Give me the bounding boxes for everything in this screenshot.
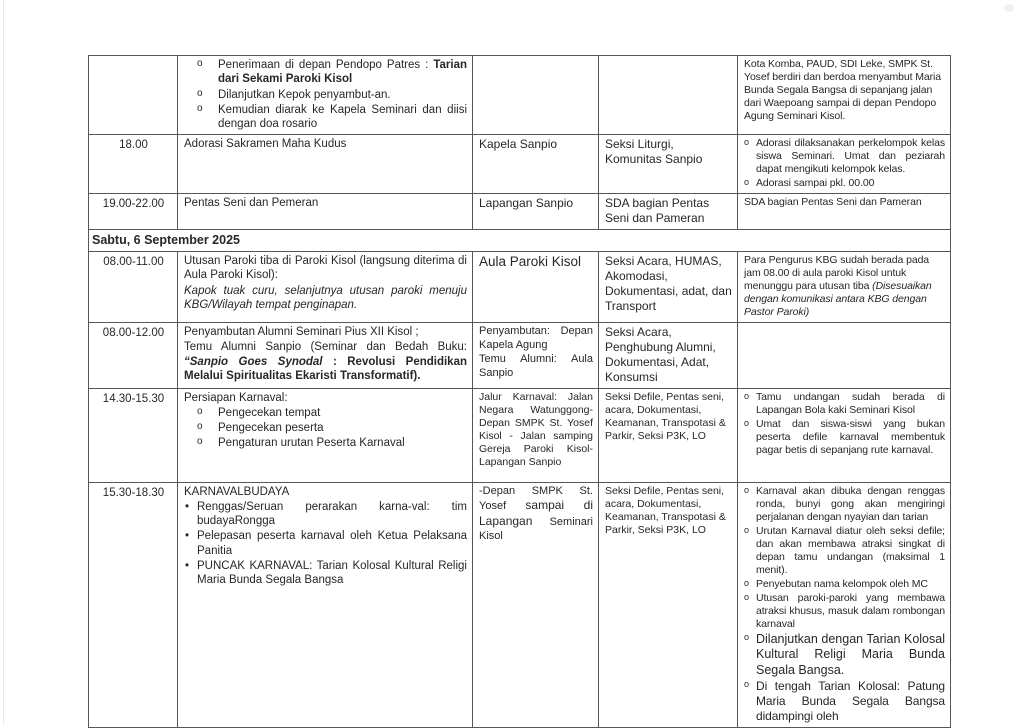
bulleted-line: o Utusan paroki-paroki yang membawa atraksi khusus, masuk dalam rombongan karnaval bbox=[744, 591, 945, 630]
table-row bbox=[89, 135, 951, 194]
text-line: -Depan SMPK St. Yosef sampai di Lapangan Seminari Kisol bbox=[479, 484, 593, 542]
text-line: Lapangan Sanpio bbox=[479, 196, 574, 211]
schedule-table bbox=[88, 55, 951, 728]
cell-activity bbox=[178, 135, 473, 194]
table-row bbox=[89, 323, 951, 389]
bulleted-line: o Adorasi dilaksanakan perkelompok kelas siswa Seminari. Umat dan peziarah dapat mengikuti kelompok kelas. bbox=[744, 137, 945, 176]
bulleted-line: o Pengaturan urutan Peserta Karnaval bbox=[197, 436, 405, 450]
scan-smudge-artifact bbox=[1004, 4, 1014, 12]
cell-activity bbox=[178, 56, 473, 135]
text-line: Temu Alumni: Aula Sanpio bbox=[479, 353, 593, 380]
circle-bullet-icon: o bbox=[744, 591, 749, 602]
cell-time: 19.00-22.00 bbox=[89, 194, 178, 230]
circle-bullet-icon: o bbox=[744, 631, 750, 642]
cell-notes bbox=[738, 482, 951, 727]
cell-notes bbox=[738, 56, 951, 135]
text-line: Penyambutan: Depan Kapela Agung bbox=[479, 325, 593, 351]
cell-location bbox=[473, 135, 599, 194]
scan-edge-artifact bbox=[3, 0, 4, 725]
cell-activity bbox=[178, 323, 473, 389]
cell-notes bbox=[738, 323, 951, 389]
table-row bbox=[89, 388, 951, 482]
bulleted-line: o Karnaval akan dibuka dengan renggas ronda, bunyi gong akan mengiringi perjalanan dengan nyayian dan tarian bbox=[744, 484, 945, 523]
text-line: Seksi Acara, HUMAS, Akomodasi, Dokumentasi, adat, dan Transport bbox=[605, 254, 732, 313]
cell-activity bbox=[178, 194, 473, 230]
cell-seksi bbox=[599, 194, 738, 230]
bulleted-line: • Pelepasan peserta karnaval oleh Ketua Pelaksana Panitia bbox=[185, 530, 467, 557]
cell-location bbox=[473, 56, 599, 135]
circle-bullet-icon: o bbox=[744, 177, 749, 188]
cell-seksi bbox=[599, 56, 738, 135]
circle-bullet-icon: o bbox=[197, 58, 203, 69]
date-header-row bbox=[89, 230, 951, 252]
cell-seksi bbox=[599, 252, 738, 323]
cell-seksi bbox=[599, 323, 738, 389]
scanned-schedule-page bbox=[88, 55, 950, 728]
dot-bullet-icon: • bbox=[185, 500, 190, 513]
circle-bullet-icon: o bbox=[744, 417, 749, 428]
dot-bullet-icon: • bbox=[185, 530, 190, 543]
text-line: Persiapan Karnaval: bbox=[184, 391, 288, 404]
text-line: SDA bagian Pentas Seni dan Pameran bbox=[744, 196, 922, 209]
bulleted-line: • Renggas/Seruan perarakan karna-val: tim budayaRongga bbox=[185, 500, 467, 528]
circle-bullet-icon: o bbox=[744, 484, 749, 495]
circle-bullet-icon: o bbox=[744, 390, 749, 401]
cell-notes bbox=[738, 194, 951, 230]
date-header: Sabtu, 6 September 2025 bbox=[89, 230, 951, 252]
cell-location bbox=[473, 482, 599, 727]
bulleted-line: o Penyebutan nama kelompok oleh MC bbox=[744, 577, 928, 590]
circle-bullet-icon: o bbox=[744, 524, 749, 535]
table-row bbox=[89, 252, 951, 323]
cell-time: 08.00-12.00 bbox=[89, 323, 178, 389]
bulleted-line: o Pengecekan peserta bbox=[197, 421, 324, 435]
cell-seksi bbox=[599, 135, 738, 194]
bulleted-line: o Kemudian diarak ke Kapela Seminari dan diisi dengan doa rosario bbox=[197, 102, 467, 130]
bulleted-line: o Pengecekan tempat bbox=[197, 405, 321, 419]
bulleted-line: o Urutan Karnaval diatur oleh seksi defile; dan akan membawa atraksi singkat di depan tamu undangan (maksimal 1 menit). bbox=[744, 524, 945, 576]
cell-time: 14.30-15.30 bbox=[89, 388, 178, 482]
bulleted-line: o Di tengah Tarian Kolosal: Patung Maria Bunda Segala Bangsa didampingi oleh bbox=[744, 679, 945, 724]
circle-bullet-icon: o bbox=[197, 102, 203, 114]
text-line: Adorasi Sakramen Maha Kudus bbox=[184, 138, 347, 151]
cell-location bbox=[473, 388, 599, 482]
circle-bullet-icon: o bbox=[744, 137, 749, 148]
circle-bullet-icon: o bbox=[197, 87, 203, 99]
cell-notes bbox=[738, 135, 951, 194]
bulleted-line: o Penerimaan di depan Pendopo Patres : Tarian dari Sekami Paroki Kisol bbox=[197, 58, 467, 86]
cell-location bbox=[473, 194, 599, 230]
cell-seksi bbox=[599, 388, 738, 482]
bulleted-line: o Umat dan siswa-siswi yang bukan peserta defile karnaval membentuk pagar betis di sepanjang rute karnaval. bbox=[744, 417, 945, 456]
text-line: Pentas Seni dan Pemeran bbox=[184, 197, 319, 210]
text-line: Utusan Paroki tiba di Paroki Kisol (langsung diterima di Aula Paroki Kisol): bbox=[184, 255, 467, 282]
cell-activity bbox=[178, 252, 473, 323]
text-line: Kapok tuak curu, selanjutnya utusan paroki menuju KBG/Wilayah tempat penginapan. bbox=[184, 284, 467, 311]
text-line: Jalur Karnaval: Jalan Negara Watunggong-Depan SMPK St. Yosef Kisol - Jalan samping Gereja Paroki Kisol- Lapangan Sanpio bbox=[479, 390, 593, 468]
cell-notes bbox=[738, 252, 951, 323]
table-row bbox=[89, 194, 951, 230]
text-line: Seksi Liturgi, Komunitas Sanpio bbox=[605, 137, 703, 167]
bulleted-line: o Tamu undangan sudah berada di Lapangan Bola kaki Seminari Kisol bbox=[744, 390, 945, 416]
text-line: Seksi Defile, Pentas seni, acara, Dokumentasi, Keamanan, Transpotasi & Parkir, Seksi P3K, LO bbox=[605, 390, 726, 442]
text-line: Kapela Sanpio bbox=[479, 137, 558, 152]
bulleted-line: o Dilanjutkan dengan Tarian Kolosal Kultural Religi Maria Bunda Segala Bangsa. bbox=[744, 631, 945, 677]
text-line: KARNAVALBUDAYA bbox=[184, 485, 290, 498]
circle-bullet-icon: o bbox=[197, 405, 203, 417]
cell-time: 18.00 bbox=[89, 135, 178, 194]
bulleted-line: • PUNCAK KARNAVAL: Tarian Kolosal Kultural Religi Maria Bunda Segala Bangsa bbox=[185, 559, 467, 587]
cell-activity bbox=[178, 482, 473, 727]
text-line: Temu Alumni Sanpio (Seminar dan Bedah Buku: “Sanpio Goes Synodal : Revolusi Pendidikan Melalui Spiritualitas Ekaristi Transformatif). bbox=[184, 341, 467, 382]
table-row bbox=[89, 56, 951, 135]
cell-notes bbox=[738, 388, 951, 482]
circle-bullet-icon: o bbox=[744, 679, 749, 690]
circle-bullet-icon: o bbox=[197, 421, 203, 433]
text-line: Penyambutan Alumni Seminari Pius XII Kisol ; bbox=[184, 326, 419, 339]
cell-time: 08.00-11.00 bbox=[89, 252, 178, 323]
cell-location bbox=[473, 323, 599, 389]
dot-bullet-icon: • bbox=[185, 559, 190, 572]
text-line: Aula Paroki Kisol bbox=[479, 254, 582, 270]
text-line: Seksi Acara, Penghubung Alumni, Dokumentasi, Adat, Konsumsi bbox=[605, 325, 716, 384]
bulleted-line: o Dilanjutkan Kepok penyambut-an. bbox=[197, 87, 391, 101]
circle-bullet-icon: o bbox=[197, 436, 203, 448]
cell-time bbox=[89, 56, 178, 135]
circle-bullet-icon: o bbox=[744, 577, 749, 588]
text-line: Seksi Defile, Pentas seni, acara, Dokumentasi, Keamanan, Transpotasi & Parkir, Seksi P3K, LO bbox=[605, 484, 726, 536]
table-row bbox=[89, 482, 951, 727]
bulleted-line: o Adorasi sampai pkl. 00.00 bbox=[744, 177, 875, 190]
text-line: SDA bagian Pentas Seni dan Pameran bbox=[605, 196, 710, 226]
text-line: Para Pengurus KBG sudah berada pada jam 08.00 di aula paroki Kisol untuk menunggu para utusan tiba (Disesuaikan dengan komunikasi antara KBG dengan Pastor Paroki) bbox=[744, 254, 932, 319]
cell-location bbox=[473, 252, 599, 323]
cell-seksi bbox=[599, 482, 738, 727]
cell-activity bbox=[178, 388, 473, 482]
text-line: Kota Komba, PAUD, SDI Leke, SMPK St. Yosef berdiri dan berdoa menyambut Maria Bunda Segala Bangsa di sepanjang jalan dari Waepoang sampai di depan Pendopo Agung Seminari Kisol. bbox=[744, 58, 941, 123]
cell-time: 15.30-18.30 bbox=[89, 482, 178, 727]
